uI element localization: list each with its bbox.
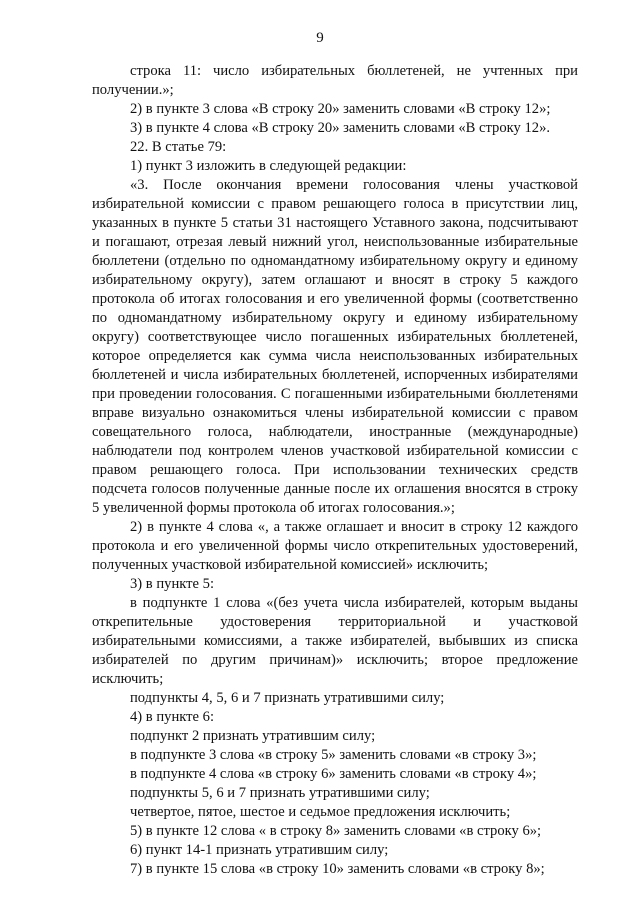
document-body bbox=[92, 62, 578, 879]
paragraph-line: 6) пункт 14-1 признать утратившим силу; bbox=[130, 842, 389, 858]
paragraph-line: в подпункте 4 слова «в строку 6» заменить словами «в строку 4»; bbox=[130, 766, 537, 782]
paragraph-line: 2) в пункте 3 слова «В строку 20» заменить словами «В строку 12»; bbox=[130, 101, 551, 117]
paragraph-line: получении.»; bbox=[92, 82, 174, 98]
paragraph-line: 3) в пункте 5: bbox=[130, 576, 215, 592]
paragraph-line: 1) пункт 3 изложить в следующей редакции: bbox=[130, 158, 407, 174]
paragraph bbox=[92, 157, 578, 176]
paragraph-line: протокола об итогах голосования и его увеличенной формы (соответственно bbox=[92, 291, 578, 307]
paragraph bbox=[92, 765, 578, 784]
paragraph-line: при проведении голосования. С погашенными избирательными бюллетенями bbox=[92, 386, 578, 402]
paragraph bbox=[92, 784, 578, 803]
paragraph-line: наблюдатели под контролем членов участковой избирательной комиссии с bbox=[92, 443, 578, 459]
paragraph-line: подпункты 4, 5, 6 и 7 признать утратившими силу; bbox=[130, 690, 445, 706]
paragraph bbox=[92, 822, 578, 841]
paragraph-line: 7) в пункте 15 слова «в строку 10» заменить словами «в строку 8»; bbox=[130, 861, 545, 877]
paragraph-line: 22. В статье 79: bbox=[130, 139, 227, 155]
paragraph bbox=[92, 727, 578, 746]
paragraph-line: «3. После окончания времени голосования члены участковой bbox=[130, 177, 578, 193]
paragraph-line: избирательной комиссии с правом решающего голоса в присутствии лиц, bbox=[92, 196, 578, 212]
page-number: 9 bbox=[316, 30, 324, 46]
paragraph bbox=[92, 100, 578, 119]
paragraph-line: избирательному округу), затем оглашают и вносят в строку 5 каждого bbox=[92, 272, 578, 288]
paragraph bbox=[92, 119, 578, 138]
paragraph bbox=[92, 575, 578, 594]
paragraph-line: строка 11: число избирательных бюллетеней, не учтенных при bbox=[130, 63, 578, 79]
paragraph-line: подпункт 2 признать утратившим силу; bbox=[130, 728, 376, 744]
paragraph-line: протокола и его увеличенной формы число открепительных удостоверений, bbox=[92, 538, 578, 554]
paragraph bbox=[92, 138, 578, 157]
paragraph-line: бюллетени (отдельно по одномандатному избирательному округу и единому bbox=[92, 253, 578, 269]
paragraph-line: 5 увеличенной формы протокола об итогах голосования.»; bbox=[92, 500, 455, 516]
paragraph-line: в подпункте 1 слова «(без учета числа избирателей, которым выданы bbox=[130, 595, 578, 611]
paragraph-line: открепительные удостоверения территориальной и участковой bbox=[92, 614, 578, 630]
paragraph-line: полученных участковой избирательной комиссией» исключить; bbox=[92, 557, 489, 573]
paragraph-line: указанных в пункте 5 статьи 31 настоящего Уставного закона, подсчитывают bbox=[92, 215, 578, 231]
paragraph bbox=[92, 841, 578, 860]
paragraph bbox=[92, 594, 578, 689]
paragraph-line: бюллетеней и числа избирательных бюллетеней, испорченных избирателями bbox=[92, 367, 578, 383]
paragraph-line: избирателей по другим причинам)» исключить; второе предложение bbox=[92, 652, 578, 668]
paragraph bbox=[92, 518, 578, 575]
paragraph-line: вправе визуально ознакомиться члены избирательной комиссии с правом bbox=[92, 405, 578, 421]
paragraph-line: 4) в пункте 6: bbox=[130, 709, 215, 725]
paragraph-line: в подпункте 3 слова «в строку 5» заменить словами «в строку 3»; bbox=[130, 747, 537, 763]
paragraph-line: по одномандатному избирательному округу и единому избирательному bbox=[92, 310, 578, 326]
paragraph-line: 2) в пункте 4 слова «, а также оглашает и вносит в строку 12 каждого bbox=[130, 519, 578, 535]
paragraph bbox=[92, 708, 578, 727]
paragraph-line: подсчета голосов полученные данные после их оглашения вносятся в строку bbox=[92, 481, 578, 497]
paragraph-line: избирательными комиссиями, а также избирателей, выбывших из списка bbox=[92, 633, 578, 649]
paragraph-line: исключить; bbox=[92, 671, 164, 687]
paragraph-line: подпункты 5, 6 и 7 признать утратившими силу; bbox=[130, 785, 430, 801]
paragraph-line: и погашают, отрезая левый нижний угол, неиспользованные избирательные bbox=[92, 234, 578, 250]
paragraph-line: которое определяется как сумма числа неиспользованных избирательных bbox=[92, 348, 578, 364]
paragraph-line: округу) соответствующее число погашенных избирательных бюллетеней, bbox=[92, 329, 578, 345]
paragraph bbox=[92, 689, 578, 708]
paragraph bbox=[92, 803, 578, 822]
paragraph bbox=[92, 62, 578, 100]
paragraph-line: четвертое, пятое, шестое и седьмое предложения исключить; bbox=[130, 804, 511, 820]
paragraph bbox=[92, 176, 578, 518]
paragraph-line: 3) в пункте 4 слова «В строку 20» заменить словами «В строку 12». bbox=[130, 120, 551, 136]
paragraph-line: совещательного голоса, наблюдатели, иностранные (международные) bbox=[92, 424, 578, 440]
paragraph bbox=[92, 746, 578, 765]
paragraph-line: 5) в пункте 12 слова « в строку 8» заменить словами «в строку 6»; bbox=[130, 823, 542, 839]
paragraph bbox=[92, 860, 578, 879]
paragraph-line: правом решающего голоса. При использовании технических средств bbox=[92, 462, 578, 478]
